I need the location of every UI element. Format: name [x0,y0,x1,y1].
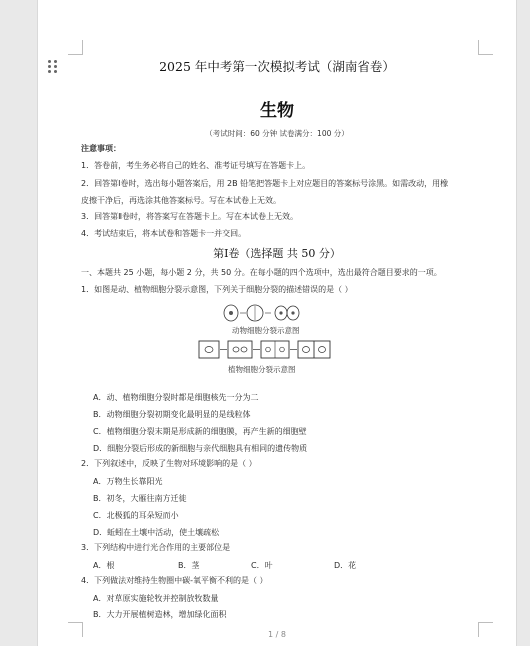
notice-item: 3．回答第Ⅱ卷时，将答案写在答题卡上。写在本试卷上无效。 [81,212,299,221]
margin-corner-top-left [68,40,83,55]
notice-item: 4．考试结束后，将本试卷和答题卡一并交回。 [81,229,247,238]
option-b: B．动物细胞分裂初期变化最明显的是线粒体 [93,410,251,419]
option-a: A．万物生长靠阳光 [93,477,163,486]
figure-caption-animal: 动物细胞分裂示意图 [232,326,300,335]
notice-item: 2．回答第Ⅰ卷时，选出每小题答案后，用 2B 铅笔把答题卡上对应题目的答案标号涂黑。如需改动，用橡 [81,179,449,188]
option-c: C．北极狐的耳朵短而小 [93,511,179,520]
option-c: C．叶 [251,561,273,570]
option-d: D．细胞分裂后形成的新细胞与亲代细胞具有相同的遗传物质 [93,444,308,453]
page-number: 1 / 8 [268,630,286,639]
option-d: D．花 [334,561,357,570]
option-a: A．动、植物细胞分裂时都是细胞核先一分为二 [93,393,259,402]
option-d: D．蚯蚓在土壤中活动，使土壤疏松 [93,528,220,537]
plant-cell-division-figure [198,339,332,361]
question-stem: 1．如图是动、植物细胞分裂示意图，下列关于细胞分裂的描述错误的是（ ） [81,285,353,294]
exam-info: （考试时间：60 分钟 试卷满分：100 分） [205,129,349,138]
option-a: A．根 [93,561,115,570]
question-stem: 2．下列叙述中，反映了生物对环境影响的是（ ） [81,459,257,468]
option-b: B．初冬，大雁往南方迁徙 [93,494,187,503]
notice-heading: 注意事项： [81,144,121,153]
document-page [37,0,517,646]
drag-handle-icon[interactable] [47,59,59,75]
option-a: A．对草原实施轮牧并控制放牧数量 [93,594,219,603]
question-stem: 4．下列做法对维持生物圈中碳-氧平衡不利的是（ ） [81,576,268,585]
notice-item: 1．答卷前，考生务必将自己的姓名、准考证号填写在答题卡上。 [81,161,311,170]
animal-cell-division-figure [222,303,312,323]
section-title: 第Ⅰ卷（选择题 共 50 分） [213,247,341,260]
subject-title: 生物 [260,101,294,121]
exam-title: 2025 年中考第一次模拟考试（湖南省卷） [159,59,395,74]
margin-corner-top-right [478,40,493,55]
section-intro: 一、本题共 25 小题，每小题 2 分，共 50 分。在每小题的四个选项中，选出最符合题目要求的一项。 [81,268,442,277]
option-b: B．大力开展植树造林，增加绿化面积 [93,610,227,619]
option-b: B．茎 [178,561,200,570]
option-c: C．植物细胞分裂末期是形成新的细胞膜，再产生新的细胞壁 [93,427,307,436]
question-stem: 3．下列结构中进行光合作用的主要部位是 [81,543,231,552]
notice-item: 皮擦干净后，再选涂其他答案标号。写在本试卷上无效。 [81,196,281,205]
figure-caption-plant: 植物细胞分裂示意图 [228,365,296,374]
